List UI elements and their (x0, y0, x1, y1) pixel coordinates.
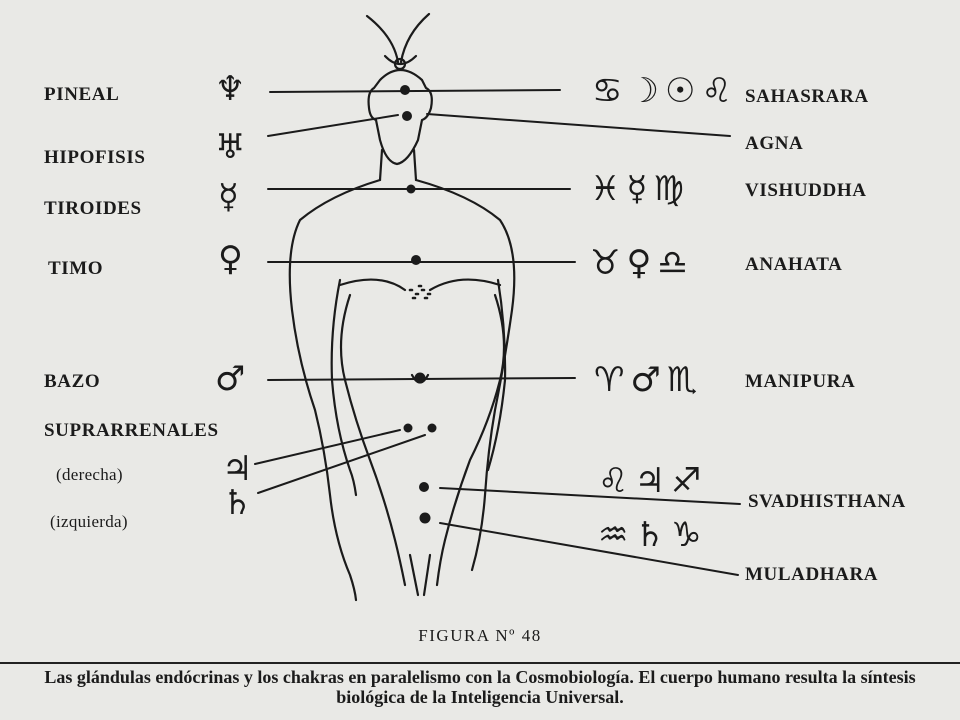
saturn-symbol: ♄ (222, 483, 259, 523)
mars-symbol: ♂ (215, 359, 252, 399)
gland-label-bazo: BAZO (44, 371, 101, 392)
muladhara-zodiac-symbols: ♒♄♑ (598, 515, 708, 555)
chakra-dot-svadhisthana (419, 482, 429, 492)
caption-divider (0, 662, 960, 664)
chakra-dot-sahasrara (400, 85, 410, 95)
left-arm-outline (290, 180, 380, 600)
chakra-dot-agna (402, 111, 412, 121)
chakra-label-agna: AGNA (745, 133, 804, 154)
gland-label-derecha: (derecha) (56, 465, 123, 484)
sahasrara-zodiac-symbols: ♋☽☉♌ (592, 71, 738, 111)
chakra-label-anahata: ANAHATA (745, 254, 843, 275)
figure-number: FIGURA Nº 48 (418, 626, 542, 645)
chakra-points (400, 85, 437, 524)
crown-horn-symbol (367, 14, 429, 62)
head-outline (369, 70, 432, 164)
chakra-label-svadhisthana: SVADHISTHANA (748, 491, 906, 512)
chakra-label-manipura: MANIPURA (745, 371, 856, 392)
mercury-symbol: ☿ (218, 177, 245, 217)
chakra-label-muladhara: MULADHARA (745, 564, 879, 585)
svadhisthana-zodiac-symbols: ♌♃♐ (598, 461, 708, 501)
chakra-label-vishuddha: VISHUDDHA (745, 180, 867, 201)
figure-caption: Las glándulas endócrinas y los chakras en paralelismo con la Cosmobiología. El cuerpo humano resulta la síntesis biológica de la Inteligencia Universal. (44, 667, 916, 707)
chakra-dot-suprarrenal-right (404, 424, 413, 433)
chest-mark (410, 286, 430, 298)
chakra-dot-suprarrenal-left (428, 424, 437, 433)
manipura-zodiac-symbols: ♈♂♏ (594, 360, 704, 400)
chakra-dot-muladhara (420, 513, 431, 524)
gland-label-suprarrenales: SUPRARRENALES (44, 420, 219, 441)
connector-lines (255, 90, 740, 575)
chakra-label-sahasrara: SAHASRARA (745, 86, 869, 107)
gland-label-hipofisis: HIPOFISIS (44, 147, 146, 168)
chakra-dot-anahata (411, 255, 421, 265)
venus-symbol: ♀ (218, 239, 249, 279)
right-arm-outline (416, 180, 514, 570)
vishuddha-zodiac-symbols: ♓☿♍ (590, 169, 690, 209)
gland-label-tiroides: TIROIDES (44, 198, 142, 219)
jupiter-symbol: ♃ (222, 449, 259, 489)
uranus-symbol: ♅ (215, 127, 252, 167)
neptune-symbol: ♆ (215, 69, 252, 109)
gland-label-timo: TIMO (48, 258, 104, 279)
gland-label-izquierda: (izquierda) (50, 512, 128, 531)
gland-label-pineal: PINEAL (44, 84, 120, 105)
anahata-zodiac-symbols: ♉♀♎ (590, 243, 694, 283)
